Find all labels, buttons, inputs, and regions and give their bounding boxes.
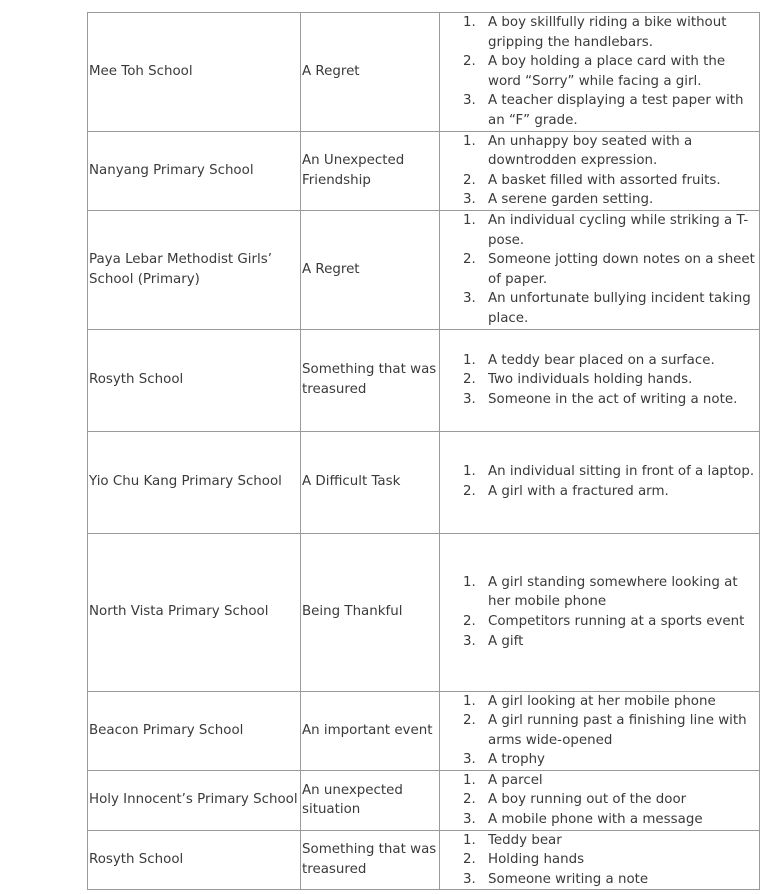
picture-list bbox=[441, 692, 758, 770]
school-name: Paya Lebar Methodist Girls’ School (Primary) bbox=[88, 210, 301, 329]
table-row bbox=[88, 13, 760, 132]
table-row bbox=[88, 329, 760, 431]
list-item: 2. A boy holding a place card with the word “Sorry” while facing a girl. bbox=[463, 54, 726, 89]
list-item: 3. An unfortunate bullying incident taking place. bbox=[463, 291, 751, 326]
composition-theme: Something that was treasured bbox=[301, 329, 440, 431]
table-row bbox=[88, 131, 760, 210]
table-row bbox=[88, 830, 760, 890]
list-item: 2. Holding hands bbox=[463, 852, 585, 868]
table-row bbox=[88, 691, 760, 770]
picture-descriptions bbox=[440, 691, 760, 770]
school-name: Nanyang Primary School bbox=[88, 131, 301, 210]
school-name: Beacon Primary School bbox=[88, 691, 301, 770]
list-item: 1. A girl standing somewhere looking at her mobile phone bbox=[463, 574, 738, 610]
list-item: 1. Teddy bear bbox=[463, 832, 562, 848]
list-item: 2. Two individuals holding hands. bbox=[463, 372, 693, 388]
table-row bbox=[88, 770, 760, 830]
picture-descriptions bbox=[440, 210, 760, 329]
list-item: 1. An individual cycling while striking a T-pose. bbox=[463, 212, 749, 248]
school-name: Holy Innocent’s Primary School bbox=[88, 770, 301, 830]
school-name: North Vista Primary School bbox=[88, 533, 301, 691]
list-item: 3. A gift bbox=[463, 633, 524, 649]
picture-descriptions bbox=[440, 830, 760, 890]
picture-list bbox=[441, 351, 758, 410]
composition-theme: An unexpected situation bbox=[301, 770, 440, 830]
composition-theme: A Regret bbox=[301, 210, 440, 329]
table-row bbox=[88, 533, 760, 691]
list-item: 2. A girl with a fractured arm. bbox=[463, 484, 669, 499]
composition-theme: A Difficult Task bbox=[301, 431, 440, 533]
table-row bbox=[88, 210, 760, 329]
picture-list bbox=[441, 831, 758, 890]
school-name: Rosyth School bbox=[88, 329, 301, 431]
list-item: 2. Someone jotting down notes on a sheet of paper. bbox=[463, 252, 755, 287]
list-item: 3. A trophy bbox=[463, 752, 545, 768]
table-row bbox=[88, 431, 760, 533]
picture-descriptions bbox=[440, 770, 760, 830]
list-item: 1. A boy skillfully riding a bike without gripping the handlebars. bbox=[463, 15, 727, 50]
list-item: 3. Someone writing a note bbox=[463, 871, 649, 887]
school-name: Yio Chu Kang Primary School bbox=[88, 431, 301, 533]
picture-list bbox=[441, 211, 758, 329]
list-item: 1. A parcel bbox=[463, 772, 543, 788]
picture-descriptions bbox=[440, 329, 760, 431]
school-name: Rosyth School bbox=[88, 830, 301, 890]
list-item: 1. An unhappy boy seated with a downtrodden expression. bbox=[463, 133, 693, 169]
list-item: 2. A basket filled with assorted fruits. bbox=[463, 172, 721, 188]
school-name: Mee Toh School bbox=[88, 13, 301, 132]
composition-theme: A Regret bbox=[301, 13, 440, 132]
list-item: 1. A girl looking at her mobile phone bbox=[463, 693, 716, 709]
picture-list bbox=[441, 462, 758, 501]
picture-descriptions bbox=[440, 533, 760, 691]
list-item: 3. A mobile phone with a message bbox=[463, 812, 703, 828]
list-item: 2. Competitors running at a sports event bbox=[463, 614, 745, 629]
list-item: 1. An individual sitting in front of a laptop. bbox=[463, 464, 755, 480]
composition-topics-table bbox=[87, 12, 760, 890]
picture-descriptions bbox=[440, 431, 760, 533]
list-item: 2. A girl running past a finishing line with arms wide-opened bbox=[463, 713, 747, 748]
picture-descriptions bbox=[440, 13, 760, 132]
picture-list bbox=[441, 13, 758, 131]
picture-list bbox=[441, 771, 758, 830]
picture-list bbox=[441, 132, 758, 210]
picture-list bbox=[441, 573, 758, 651]
list-item: 3. A serene garden setting. bbox=[463, 192, 654, 208]
picture-descriptions bbox=[440, 131, 760, 210]
list-item: 1. A teddy bear placed on a surface. bbox=[463, 352, 715, 368]
composition-theme: An important event bbox=[301, 691, 440, 770]
list-item: 3. A teacher displaying a test paper with an “F” grade. bbox=[463, 93, 744, 128]
list-item: 2. A boy running out of the door bbox=[463, 792, 687, 808]
list-item: 3. Someone in the act of writing a note. bbox=[463, 391, 738, 407]
composition-theme: Being Thankful bbox=[301, 533, 440, 691]
composition-theme: Something that was treasured bbox=[301, 830, 440, 890]
composition-theme: An Unexpected Friendship bbox=[301, 131, 440, 210]
